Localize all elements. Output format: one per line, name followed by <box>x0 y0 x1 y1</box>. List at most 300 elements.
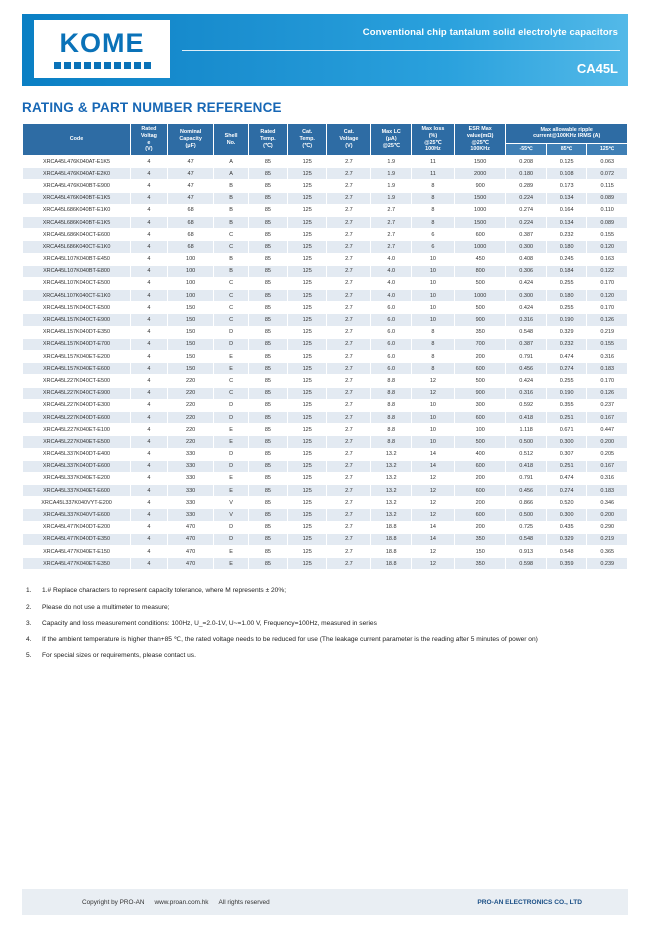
rating-table-body <box>23 156 628 570</box>
cell-value: 450 <box>454 253 506 265</box>
cell-part-code: XRCA45L337K040DT-E600 <box>23 460 131 472</box>
cell-value: 0.791 <box>506 351 546 363</box>
table-row <box>23 558 628 570</box>
cell-value: 800 <box>454 265 506 277</box>
cell-value: 6.0 <box>371 338 411 350</box>
cell-value: 125 <box>288 156 327 168</box>
cell-value: 0.170 <box>587 302 628 314</box>
cell-value: 85 <box>248 241 287 253</box>
cell-value: 0.115 <box>587 180 628 192</box>
cell-value: 1.9 <box>371 168 411 180</box>
table-row <box>23 290 628 302</box>
cell-value: 0.598 <box>506 558 546 570</box>
cell-value: 0.300 <box>506 241 546 253</box>
note-text: If the ambient temperature is higher than+85 ℃, the rated voltage needs to be reduced for use (The leakage current parameter is the reading after 5 minutes of power on) <box>42 636 538 644</box>
cell-value: 12 <box>411 558 454 570</box>
cell-value: 0.251 <box>546 411 586 423</box>
cell-value: 0.245 <box>546 253 586 265</box>
cell-value: 150 <box>454 546 506 558</box>
cell-value: 47 <box>167 192 214 204</box>
cell-value: 2.7 <box>327 216 371 228</box>
cell-value: 470 <box>167 558 214 570</box>
cell-value: 85 <box>248 156 287 168</box>
note-text: Please do not use a multimeter to measure; <box>42 603 170 611</box>
cell-value: 0.173 <box>546 180 586 192</box>
rating-part-number-table <box>22 123 628 570</box>
cell-value: 500 <box>454 436 506 448</box>
cell-value: 2.7 <box>327 375 371 387</box>
cell-value: 0.167 <box>587 411 628 423</box>
cell-value: 0.274 <box>506 204 546 216</box>
cell-part-code: XRCA45L477K040ET-E150 <box>23 546 131 558</box>
cell-value: 125 <box>288 497 327 509</box>
cell-value: 12 <box>411 509 454 521</box>
cell-part-code: XRCA45L337K040ET-E600 <box>23 485 131 497</box>
cell-value: 0.110 <box>587 204 628 216</box>
cell-value: 85 <box>248 399 287 411</box>
th-nominal-capacity-l3: (μF) <box>185 142 196 149</box>
cell-value: 0.520 <box>546 497 586 509</box>
cell-value: 0.548 <box>506 533 546 545</box>
footer-website-link[interactable]: www.proan.com.hk <box>154 898 209 906</box>
cell-value: 85 <box>248 302 287 314</box>
cell-value: 2.7 <box>327 265 371 277</box>
cell-value: 2.7 <box>327 180 371 192</box>
cell-value: 4 <box>130 204 167 216</box>
cell-value: 0.300 <box>546 509 586 521</box>
cell-value: 2.7 <box>327 338 371 350</box>
cell-part-code: XRCA45L227K040ET-E500 <box>23 436 131 448</box>
cell-value: 2.7 <box>327 302 371 314</box>
cell-value: 4 <box>130 521 167 533</box>
cell-value: 85 <box>248 290 287 302</box>
table-row <box>23 180 628 192</box>
note-number: 2. <box>26 603 32 611</box>
cell-part-code: XRCA45L476K040BT-E1K5 <box>23 192 131 204</box>
cell-value: 14 <box>411 448 454 460</box>
cell-value: 2.7 <box>327 314 371 326</box>
cell-value: 220 <box>167 399 214 411</box>
cell-value: D <box>214 460 248 472</box>
cell-value: 0.346 <box>587 497 628 509</box>
cell-value: 4 <box>130 168 167 180</box>
table-row <box>23 229 628 241</box>
cell-value: 4 <box>130 399 167 411</box>
note-item <box>26 586 624 596</box>
th-rated-temp-l2: Temp. <box>260 136 276 143</box>
cell-value: 0.089 <box>587 216 628 228</box>
cell-value: 4 <box>130 241 167 253</box>
cell-value: 0.167 <box>587 460 628 472</box>
cell-value: 2.7 <box>327 156 371 168</box>
cell-part-code: XRCA45L477K040DT-E350 <box>23 533 131 545</box>
th-ripple-l1: Max allowable ripple <box>540 126 593 133</box>
cell-value: E <box>214 363 248 375</box>
cell-value: 125 <box>288 387 327 399</box>
footer-rights: All rights reserved <box>218 898 270 906</box>
cell-value: 0.170 <box>587 277 628 289</box>
cell-value: 47 <box>167 168 214 180</box>
cell-value: 0.190 <box>546 314 586 326</box>
cell-value: 6.0 <box>371 363 411 375</box>
cell-value: 85 <box>248 387 287 399</box>
cell-part-code: XRCA45L227K040DT-E300 <box>23 399 131 411</box>
cell-value: 68 <box>167 241 214 253</box>
cell-value: 2.7 <box>327 253 371 265</box>
cell-value: 125 <box>288 204 327 216</box>
cell-value: 12 <box>411 497 454 509</box>
cell-value: 0.300 <box>546 436 586 448</box>
cell-value: 4 <box>130 558 167 570</box>
cell-value: 0.237 <box>587 399 628 411</box>
cell-value: 0.387 <box>506 229 546 241</box>
cell-value: 2.7 <box>371 241 411 253</box>
th-rated-voltage <box>130 124 167 156</box>
cell-part-code: XRCA45L476K040BT-E900 <box>23 180 131 192</box>
cell-value: 4 <box>130 351 167 363</box>
cell-value: 0.134 <box>546 192 586 204</box>
cell-value: 400 <box>454 448 506 460</box>
cell-part-code: XRCA45L107K040CT-E1K0 <box>23 290 131 302</box>
cell-value: 125 <box>288 558 327 570</box>
th-max-loss-l1: Max loss <box>421 126 445 132</box>
cell-value: 2.7 <box>327 424 371 436</box>
cell-value: 0.183 <box>587 485 628 497</box>
cell-value: 2.7 <box>327 277 371 289</box>
cell-value: 150 <box>167 302 214 314</box>
th-cat-voltage-l1: Cat. <box>343 129 354 136</box>
cell-value: 0.219 <box>587 533 628 545</box>
th-rated-temp-l3: (℃) <box>263 142 273 149</box>
cell-value: 0.456 <box>506 363 546 375</box>
cell-value: 85 <box>248 253 287 265</box>
cell-value: 18.8 <box>371 558 411 570</box>
cell-value: C <box>214 387 248 399</box>
cell-value: C <box>214 302 248 314</box>
cell-value: 600 <box>454 411 506 423</box>
cell-value: 85 <box>248 326 287 338</box>
cell-value: 0.474 <box>546 351 586 363</box>
cell-value: 0.306 <box>506 265 546 277</box>
th-rated-voltage-l3: e <box>147 139 151 146</box>
cell-part-code: XRCA45L157K040ET-E600 <box>23 363 131 375</box>
th-esr-l3: @25℃ <box>471 139 489 146</box>
th-max-lc-l1: Max LC <box>381 129 401 136</box>
cell-value: 500 <box>454 375 506 387</box>
cell-value: 2.7 <box>327 290 371 302</box>
cell-value: 2.7 <box>327 168 371 180</box>
cell-value: 0.224 <box>506 216 546 228</box>
table-row <box>23 326 628 338</box>
cell-value: 14 <box>411 521 454 533</box>
cell-value: 8.8 <box>371 436 411 448</box>
cell-value: 6.0 <box>371 351 411 363</box>
cell-value: 0.913 <box>506 546 546 558</box>
cell-value: 0.355 <box>546 399 586 411</box>
note-text: For special sizes or requirements, please contact us. <box>42 652 196 660</box>
cell-value: 125 <box>288 448 327 460</box>
cell-part-code: XRCA45L337K040VT-E600 <box>23 509 131 521</box>
cell-value: 10 <box>411 302 454 314</box>
cell-value: 4 <box>130 460 167 472</box>
th-max-lc-l3: @25℃ <box>382 142 400 149</box>
cell-value: 18.8 <box>371 533 411 545</box>
cell-value: E <box>214 485 248 497</box>
cell-value: 14 <box>411 460 454 472</box>
cell-value: 2.7 <box>327 363 371 375</box>
cell-value: 0.456 <box>506 485 546 497</box>
cell-part-code: XRCA45L337K040ET-E200 <box>23 472 131 484</box>
table-row <box>23 302 628 314</box>
cell-part-code: XRCA45L686K040CT-E1K0 <box>23 241 131 253</box>
cell-value: 0.072 <box>587 168 628 180</box>
cell-value: 4.0 <box>371 290 411 302</box>
cell-value: 1.118 <box>506 424 546 436</box>
cell-value: 85 <box>248 351 287 363</box>
cell-value: 0.170 <box>587 375 628 387</box>
cell-value: 0.125 <box>546 156 586 168</box>
cell-value: 0.316 <box>506 314 546 326</box>
cell-value: 0.200 <box>587 436 628 448</box>
cell-value: 2.7 <box>327 387 371 399</box>
cell-value: 125 <box>288 168 327 180</box>
cell-value: 200 <box>454 472 506 484</box>
cell-part-code: XRCA45L227K040CT-E900 <box>23 387 131 399</box>
cell-value: 125 <box>288 351 327 363</box>
cell-value: A <box>214 168 248 180</box>
cell-value: C <box>214 241 248 253</box>
cell-value: 85 <box>248 472 287 484</box>
note-number: 1. <box>26 587 32 595</box>
table-row <box>23 351 628 363</box>
cell-value: 0.316 <box>587 351 628 363</box>
cell-value: 68 <box>167 229 214 241</box>
cell-value: C <box>214 229 248 241</box>
cell-value: 8 <box>411 326 454 338</box>
cell-value: 2.7 <box>371 216 411 228</box>
note-number: 5. <box>26 652 32 660</box>
cell-part-code: XRCA45L337K040DT-E400 <box>23 448 131 460</box>
cell-value: 0.387 <box>506 338 546 350</box>
cell-value: 85 <box>248 448 287 460</box>
product-category-title: Conventional chip tantalum solid electrolyte capacitors <box>362 26 618 38</box>
cell-value: 125 <box>288 436 327 448</box>
cell-value: 0.251 <box>546 460 586 472</box>
cell-value: 4 <box>130 375 167 387</box>
cell-value: 125 <box>288 314 327 326</box>
cell-value: 47 <box>167 180 214 192</box>
cell-value: 4 <box>130 387 167 399</box>
th-shell-no-l2: No. <box>226 139 236 146</box>
note-item <box>26 651 624 661</box>
cell-value: 125 <box>288 216 327 228</box>
cell-value: 2.7 <box>327 546 371 558</box>
cell-part-code: XRCA45L157K040CT-E500 <box>23 302 131 314</box>
cell-value: 85 <box>248 314 287 326</box>
cell-value: 4 <box>130 277 167 289</box>
cell-value: 85 <box>248 180 287 192</box>
table-row <box>23 448 628 460</box>
cell-value: E <box>214 546 248 558</box>
th-rated-voltage-l1: Rated <box>141 126 157 132</box>
cell-value: D <box>214 521 248 533</box>
cell-value: 4 <box>130 411 167 423</box>
th-max-ripple-current <box>506 124 628 144</box>
cell-value: 2.7 <box>327 399 371 411</box>
cell-value: 350 <box>454 558 506 570</box>
cell-value: 125 <box>288 375 327 387</box>
note-text: Capacity and loss measurement conditions: 100Hz, U_=2.0-1V, U~=1.00 V, Frequency=100Hz, measured in series <box>42 619 377 627</box>
cell-value: 4 <box>130 485 167 497</box>
cell-value: 85 <box>248 509 287 521</box>
cell-value: 0.063 <box>587 156 628 168</box>
cell-value: 11 <box>411 156 454 168</box>
cell-value: 0.408 <box>506 253 546 265</box>
cell-value: 8.8 <box>371 387 411 399</box>
table-row <box>23 314 628 326</box>
cell-value: 330 <box>167 497 214 509</box>
cell-value: 0.232 <box>546 229 586 241</box>
table-row <box>23 436 628 448</box>
th-esr-max <box>454 124 506 156</box>
cell-value: 0.365 <box>587 546 628 558</box>
cell-value: 125 <box>288 472 327 484</box>
cell-value: 350 <box>454 533 506 545</box>
cell-value: E <box>214 424 248 436</box>
cell-value: 0.134 <box>546 216 586 228</box>
cell-value: 0.316 <box>506 387 546 399</box>
cell-value: B <box>214 265 248 277</box>
note-number: 4. <box>26 636 32 644</box>
cell-value: 8.8 <box>371 375 411 387</box>
cell-value: 13.2 <box>371 509 411 521</box>
cell-value: 0.866 <box>506 497 546 509</box>
cell-value: 125 <box>288 509 327 521</box>
cell-value: 85 <box>248 363 287 375</box>
th-max-loss-l3: @25℃ <box>424 139 442 146</box>
table-row <box>23 216 628 228</box>
cell-value: 4 <box>130 338 167 350</box>
page-title: RATING & PART NUMBER REFERENCE <box>22 100 282 115</box>
cell-value: 0.474 <box>546 472 586 484</box>
cell-value: 0.180 <box>506 168 546 180</box>
cell-value: 8.8 <box>371 411 411 423</box>
cell-value: 0.255 <box>546 375 586 387</box>
cell-value: 0.089 <box>587 192 628 204</box>
cell-value: 6 <box>411 241 454 253</box>
cell-value: 2.7 <box>371 229 411 241</box>
cell-value: 0.120 <box>587 290 628 302</box>
cell-value: 85 <box>248 424 287 436</box>
cell-value: 85 <box>248 411 287 423</box>
table-row <box>23 168 628 180</box>
cell-value: 2.7 <box>327 558 371 570</box>
cell-value: A <box>214 156 248 168</box>
cell-value: 2.7 <box>327 460 371 472</box>
th-nominal-capacity-l1: Nominal <box>179 129 202 136</box>
cell-value: 125 <box>288 411 327 423</box>
note-item <box>26 619 624 629</box>
cell-value: 700 <box>454 338 506 350</box>
cell-value: 0.424 <box>506 375 546 387</box>
cell-value: 0.180 <box>546 290 586 302</box>
cell-value: 1.9 <box>371 156 411 168</box>
cell-part-code: XRCA45L477K040DT-E200 <box>23 521 131 533</box>
cell-value: 220 <box>167 411 214 423</box>
th-max-loss-l2: (%) <box>428 132 438 139</box>
cell-value: 220 <box>167 436 214 448</box>
cell-value: 600 <box>454 363 506 375</box>
cell-value: D <box>214 411 248 423</box>
cell-value: 2.7 <box>327 448 371 460</box>
cell-value: 85 <box>248 375 287 387</box>
cell-value: 11 <box>411 168 454 180</box>
cell-value: 0.725 <box>506 521 546 533</box>
cell-part-code: XRCA45L476K040AT-E2K0 <box>23 168 131 180</box>
cell-value: 470 <box>167 546 214 558</box>
cell-value: 150 <box>167 314 214 326</box>
cell-value: 13.2 <box>371 497 411 509</box>
cell-value: B <box>214 253 248 265</box>
note-number: 3. <box>26 619 32 627</box>
cell-value: 85 <box>248 229 287 241</box>
cell-part-code: XRCA45L107K040CT-E500 <box>23 277 131 289</box>
cell-value: 12 <box>411 375 454 387</box>
cell-value: 12 <box>411 485 454 497</box>
cell-part-code: XRCA45L157K040CT-E900 <box>23 314 131 326</box>
cell-value: 125 <box>288 302 327 314</box>
cell-value: 85 <box>248 460 287 472</box>
cell-value: 0.500 <box>506 509 546 521</box>
cell-value: C <box>214 277 248 289</box>
cell-value: 0.548 <box>506 326 546 338</box>
cell-value: 12 <box>411 387 454 399</box>
cell-value: 4 <box>130 156 167 168</box>
cell-value: 0.155 <box>587 229 628 241</box>
cell-value: 0.290 <box>587 521 628 533</box>
rating-table-container <box>22 123 628 570</box>
cell-value: 0.190 <box>546 387 586 399</box>
cell-value: 8 <box>411 363 454 375</box>
th-esr-l4: 100KHz <box>470 146 490 153</box>
cell-value: 85 <box>248 277 287 289</box>
cell-value: E <box>214 472 248 484</box>
cell-value: 4 <box>130 424 167 436</box>
cell-value: 4.0 <box>371 277 411 289</box>
cell-value: 220 <box>167 375 214 387</box>
cell-value: 2.7 <box>327 351 371 363</box>
cell-value: 125 <box>288 229 327 241</box>
cell-value: 2.7 <box>327 411 371 423</box>
cell-value: 85 <box>248 338 287 350</box>
cell-value: 2.7 <box>327 326 371 338</box>
cell-value: 0.359 <box>546 558 586 570</box>
cell-value: 8 <box>411 204 454 216</box>
cell-value: 0.180 <box>546 241 586 253</box>
cell-value: 0.239 <box>587 558 628 570</box>
table-header-row-1 <box>23 124 628 144</box>
cell-value: 0.289 <box>506 180 546 192</box>
cell-value: 85 <box>248 521 287 533</box>
cell-value: 100 <box>454 424 506 436</box>
cell-value: V <box>214 497 248 509</box>
th-ripple-125: 125℃ <box>587 143 628 155</box>
cell-value: 4 <box>130 448 167 460</box>
cell-value: 600 <box>454 460 506 472</box>
cell-value: 125 <box>288 192 327 204</box>
cell-value: 125 <box>288 265 327 277</box>
cell-value: 125 <box>288 533 327 545</box>
